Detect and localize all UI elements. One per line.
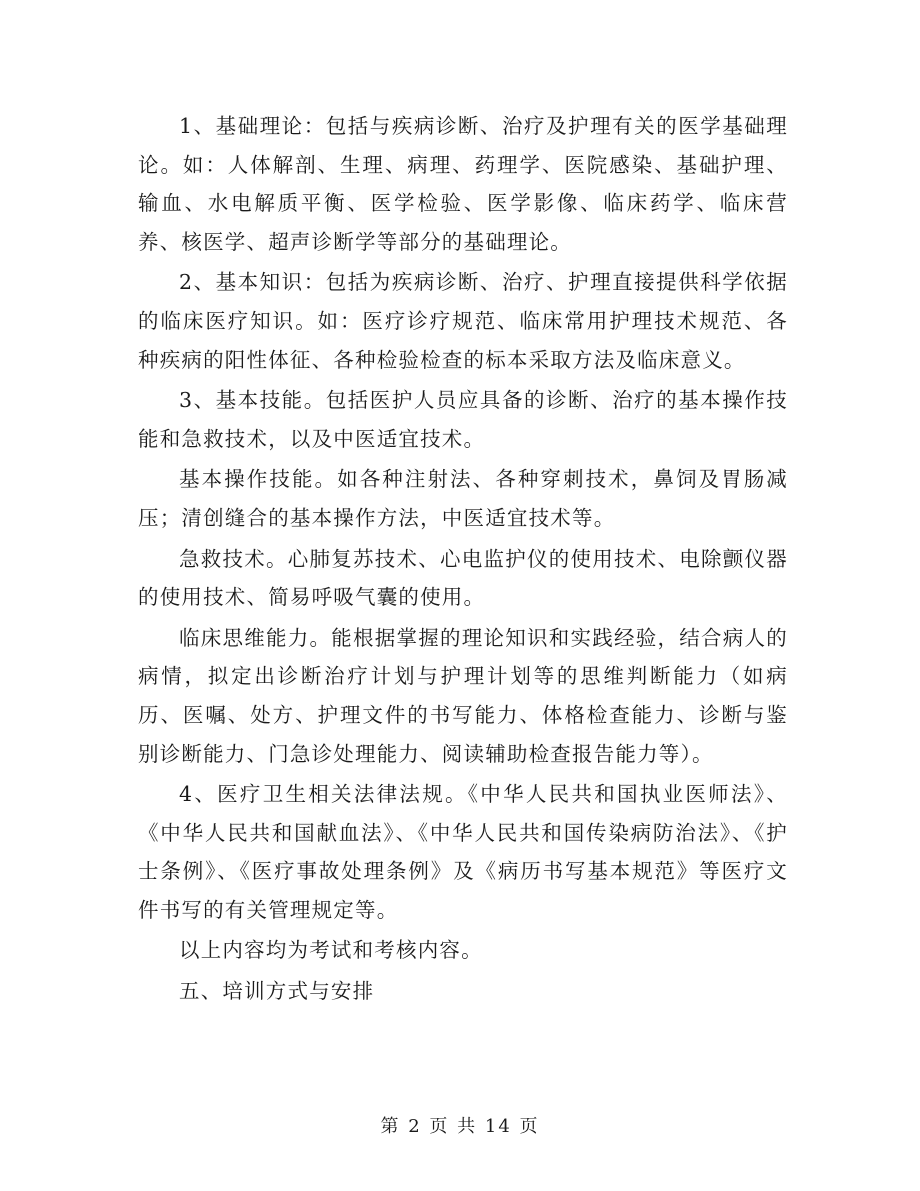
footer-middle: 页 共 <box>429 1116 478 1137</box>
page-footer <box>0 1112 920 1138</box>
footer-current-page: 2 <box>408 1116 422 1137</box>
document-body <box>138 107 788 1013</box>
paragraph-emergency-skills: 急救技术。心肺复苏技术、心电监护仪的使用技术、电除颤仪器的使用技术、简易呼吸气囊的使用。 <box>138 546 788 610</box>
section-heading-training: 五、培训方式与安排 <box>179 979 375 1004</box>
footer-prefix: 第 <box>380 1116 401 1137</box>
paragraph-clinical-thinking: 临床思维能力。能根据掌握的理论知识和实践经验，结合病人的病情，拟定出诊断治疗计划与护理计划等的思维判断能力（如病历、医嘱、处方、护理文件的书写能力、体格检查能力、诊断与鉴别诊断能力、门急诊处理能力、阅读辅助检查报告能力等）。 <box>138 625 788 766</box>
footer-total-pages: 14 <box>484 1116 512 1137</box>
paragraph-basic-theory: 1、基础理论：包括与疾病诊断、治疗及护理有关的医学基础理论。如：人体解剖、生理、病理、药理学、医院感染、基础护理、输血、水电解质平衡、医学检验、医学影像、临床药学、临床营养、核医学、超声诊断学等部分的基础理论。 <box>138 114 788 254</box>
paragraph-basic-knowledge: 2、基本知识：包括为疾病诊断、治疗、护理直接提供科学依据的临床医疗知识。如：医疗诊疗规范、临床常用护理技术规范、各种疾病的阳性体征、各种检验检查的标本采取方法及临床意义。 <box>138 270 788 372</box>
paragraph-laws-regulations: 4、医疗卫生相关法律法规。《中华人民共和国执业医师法》、《中华人民共和国献血法》、《中华人民共和国传染病防治法》、《护士条例》、《医疗事故处理条例》及《病历书写基本规范》等医疗文件书写的有关管理规定等。 <box>138 782 788 922</box>
paragraph-operation-skills: 基本操作技能。如各种注射法、各种穿刺技术，鼻饲及胃肠减压；清创缝合的基本操作方法，中医适宜技术等。 <box>138 467 788 530</box>
paragraph-basic-skills: 3、基本技能。包括医护人员应具备的诊断、治疗的基本操作技能和急救技术，以及中医适宜技术。 <box>138 388 788 451</box>
footer-suffix: 页 <box>519 1116 540 1137</box>
paragraph-exam-note: 以上内容均为考试和考核内容。 <box>179 938 483 963</box>
